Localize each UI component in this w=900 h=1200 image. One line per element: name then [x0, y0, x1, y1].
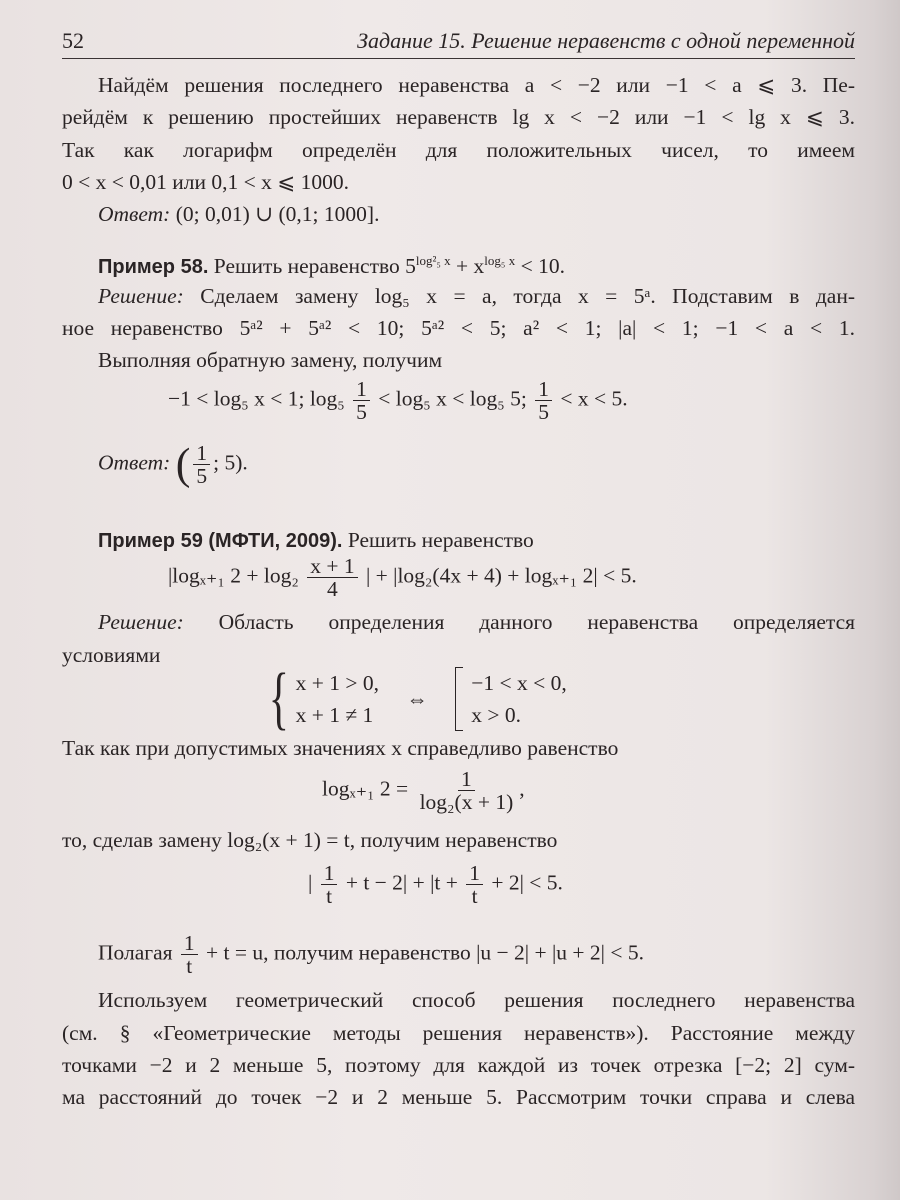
- fraction: [181, 932, 198, 977]
- text-line: 0 < x < 0,01 или 0,1 < x ⩽ 1000.: [62, 170, 350, 194]
- text: Решить неравенство 5: [213, 254, 416, 279]
- page-number: 52: [62, 28, 84, 53]
- formula-part: + t − 2| + |t +: [345, 870, 458, 895]
- numerator: 1: [181, 932, 198, 955]
- answer-label: Ответ:: [98, 202, 171, 226]
- formula-part: |logₓ₊₁ 2 + log₂: [168, 563, 299, 588]
- formula-part: < log₅ x < log₅ 5;: [378, 386, 527, 411]
- denominator: t: [186, 954, 193, 978]
- fraction: [417, 768, 517, 813]
- text: Сделаем замену log₅ x = a, тогда x = 5ᵃ. Подставим в дан-: [200, 284, 855, 308]
- text-line: [98, 282, 855, 310]
- text: + x: [450, 254, 485, 279]
- text-line: рейдём к решению простейших неравенств lg x < −2 или −1 < lg x ⩽ 3.: [62, 105, 855, 129]
- text-line: Так как при допустимых значениях x справедливо равенство: [62, 736, 619, 760]
- formula-part: | + |log₂(4x + 4) + logₓ₊₁ 2| < 5.: [365, 563, 637, 588]
- example-title: Пример 59 (МФТИ, 2009).: [98, 530, 343, 552]
- domain-system: [262, 660, 567, 737]
- condition: x > 0.: [471, 703, 522, 727]
- condition: −1 < x < 0,: [471, 671, 567, 695]
- condition: x + 1 > 0,: [295, 671, 379, 695]
- solution-label: Решение:: [98, 284, 184, 308]
- brace-icon: {: [268, 660, 289, 737]
- fraction: [535, 378, 552, 423]
- denominator: log₂(x + 1): [419, 790, 514, 814]
- numerator: 1: [466, 862, 483, 885]
- text-line: Найдём решения последнего неравенства a < −2 или −1 < a ⩽ 3. Пе-: [98, 73, 855, 97]
- text-line: [98, 932, 644, 977]
- denominator: 5: [196, 464, 208, 488]
- display-inequality: [308, 862, 563, 907]
- numerator: 1: [535, 378, 552, 401]
- answer-value: ; 5).: [213, 450, 248, 475]
- denominator: t: [326, 884, 333, 908]
- paren: (: [175, 439, 191, 489]
- fraction: [193, 442, 210, 487]
- denominator: 5: [538, 400, 549, 424]
- denominator: 5: [356, 400, 367, 424]
- text-line: (см. § «Геометрические методы решения неравенств»). Расстояние между: [62, 1021, 855, 1045]
- numerator: 1: [193, 442, 210, 465]
- condition: x + 1 ≠ 1: [295, 703, 374, 727]
- set: [455, 667, 567, 731]
- answer-58: [98, 439, 248, 489]
- fraction: [321, 862, 338, 907]
- fraction: [466, 862, 483, 907]
- formula-part: ,: [519, 776, 525, 801]
- denominator: t: [471, 884, 478, 908]
- display-formula-58: [168, 378, 628, 423]
- bracket-icon: [455, 667, 463, 731]
- text: Полагая: [98, 940, 173, 965]
- system: [262, 660, 379, 737]
- text-line: условиями: [62, 643, 161, 667]
- text-line: ма расстояний до точек −2 и 2 меньше 5. Рассмотрим точки справа и слева: [62, 1085, 855, 1109]
- running-header: [62, 24, 855, 59]
- example-59-heading: [98, 526, 855, 555]
- numerator: x + 1: [307, 555, 357, 578]
- text-line: Выполняя обратную замену, получим: [98, 348, 443, 372]
- text-line: ное неравенство 5ᵃ² + 5ᵃ² < 10; 5ᵃ² < 5; a² < 1; |a| < 1; −1 < a < 1.: [62, 316, 855, 340]
- text: < 10.: [515, 254, 565, 279]
- numerator: 1: [458, 768, 475, 791]
- formula-part: −1 < log₅ x < 1; log₅: [168, 386, 345, 411]
- example-58-heading: [98, 247, 855, 281]
- denominator: 4: [327, 577, 338, 601]
- numerator: 1: [353, 378, 370, 401]
- text-line: Так как логарифм определён для положительных чисел, то имеем: [62, 138, 855, 162]
- solution-label: Решение:: [98, 610, 184, 634]
- text: + t = u, получим неравенство |u − 2| + |u + 2| < 5.: [206, 940, 644, 965]
- text-line: [98, 608, 855, 636]
- equivalence-icon: ⇔: [406, 686, 428, 711]
- exponent: log²₅ x: [415, 253, 451, 268]
- text: Решить неравенство: [347, 528, 534, 552]
- numerator: 1: [321, 862, 338, 885]
- answer-label: Ответ:: [98, 450, 171, 475]
- formula-part: |: [308, 870, 313, 895]
- answer-value: (0; 0,01) ∪ (0,1; 1000].: [175, 202, 380, 226]
- example-title: Пример 58.: [98, 256, 209, 279]
- chapter-title: Задание 15. Решение неравенств с одной переменной: [357, 28, 855, 53]
- formula-part: < x < 5.: [560, 386, 628, 411]
- fraction: [307, 555, 357, 600]
- fraction: [353, 378, 370, 423]
- formula-part: + 2| < 5.: [491, 870, 563, 895]
- display-formula-59: [168, 555, 637, 600]
- text-line: точками −2 и 2 меньше 5, поэтому для каждой из точек отрезка [−2; 2] сум-: [62, 1053, 855, 1077]
- text: Область определения данного неравенства определяется: [218, 610, 855, 634]
- text-line: то, сделав замену log₂(x + 1) = t, получим неравенство: [62, 828, 558, 852]
- display-equation: [322, 768, 525, 813]
- exponent: log₅ x: [484, 253, 516, 268]
- answer-1: [98, 200, 855, 228]
- formula-part: logₓ₊₁ 2 =: [322, 776, 409, 801]
- text-line: Используем геометрический способ решения последнего неравенства: [98, 988, 855, 1012]
